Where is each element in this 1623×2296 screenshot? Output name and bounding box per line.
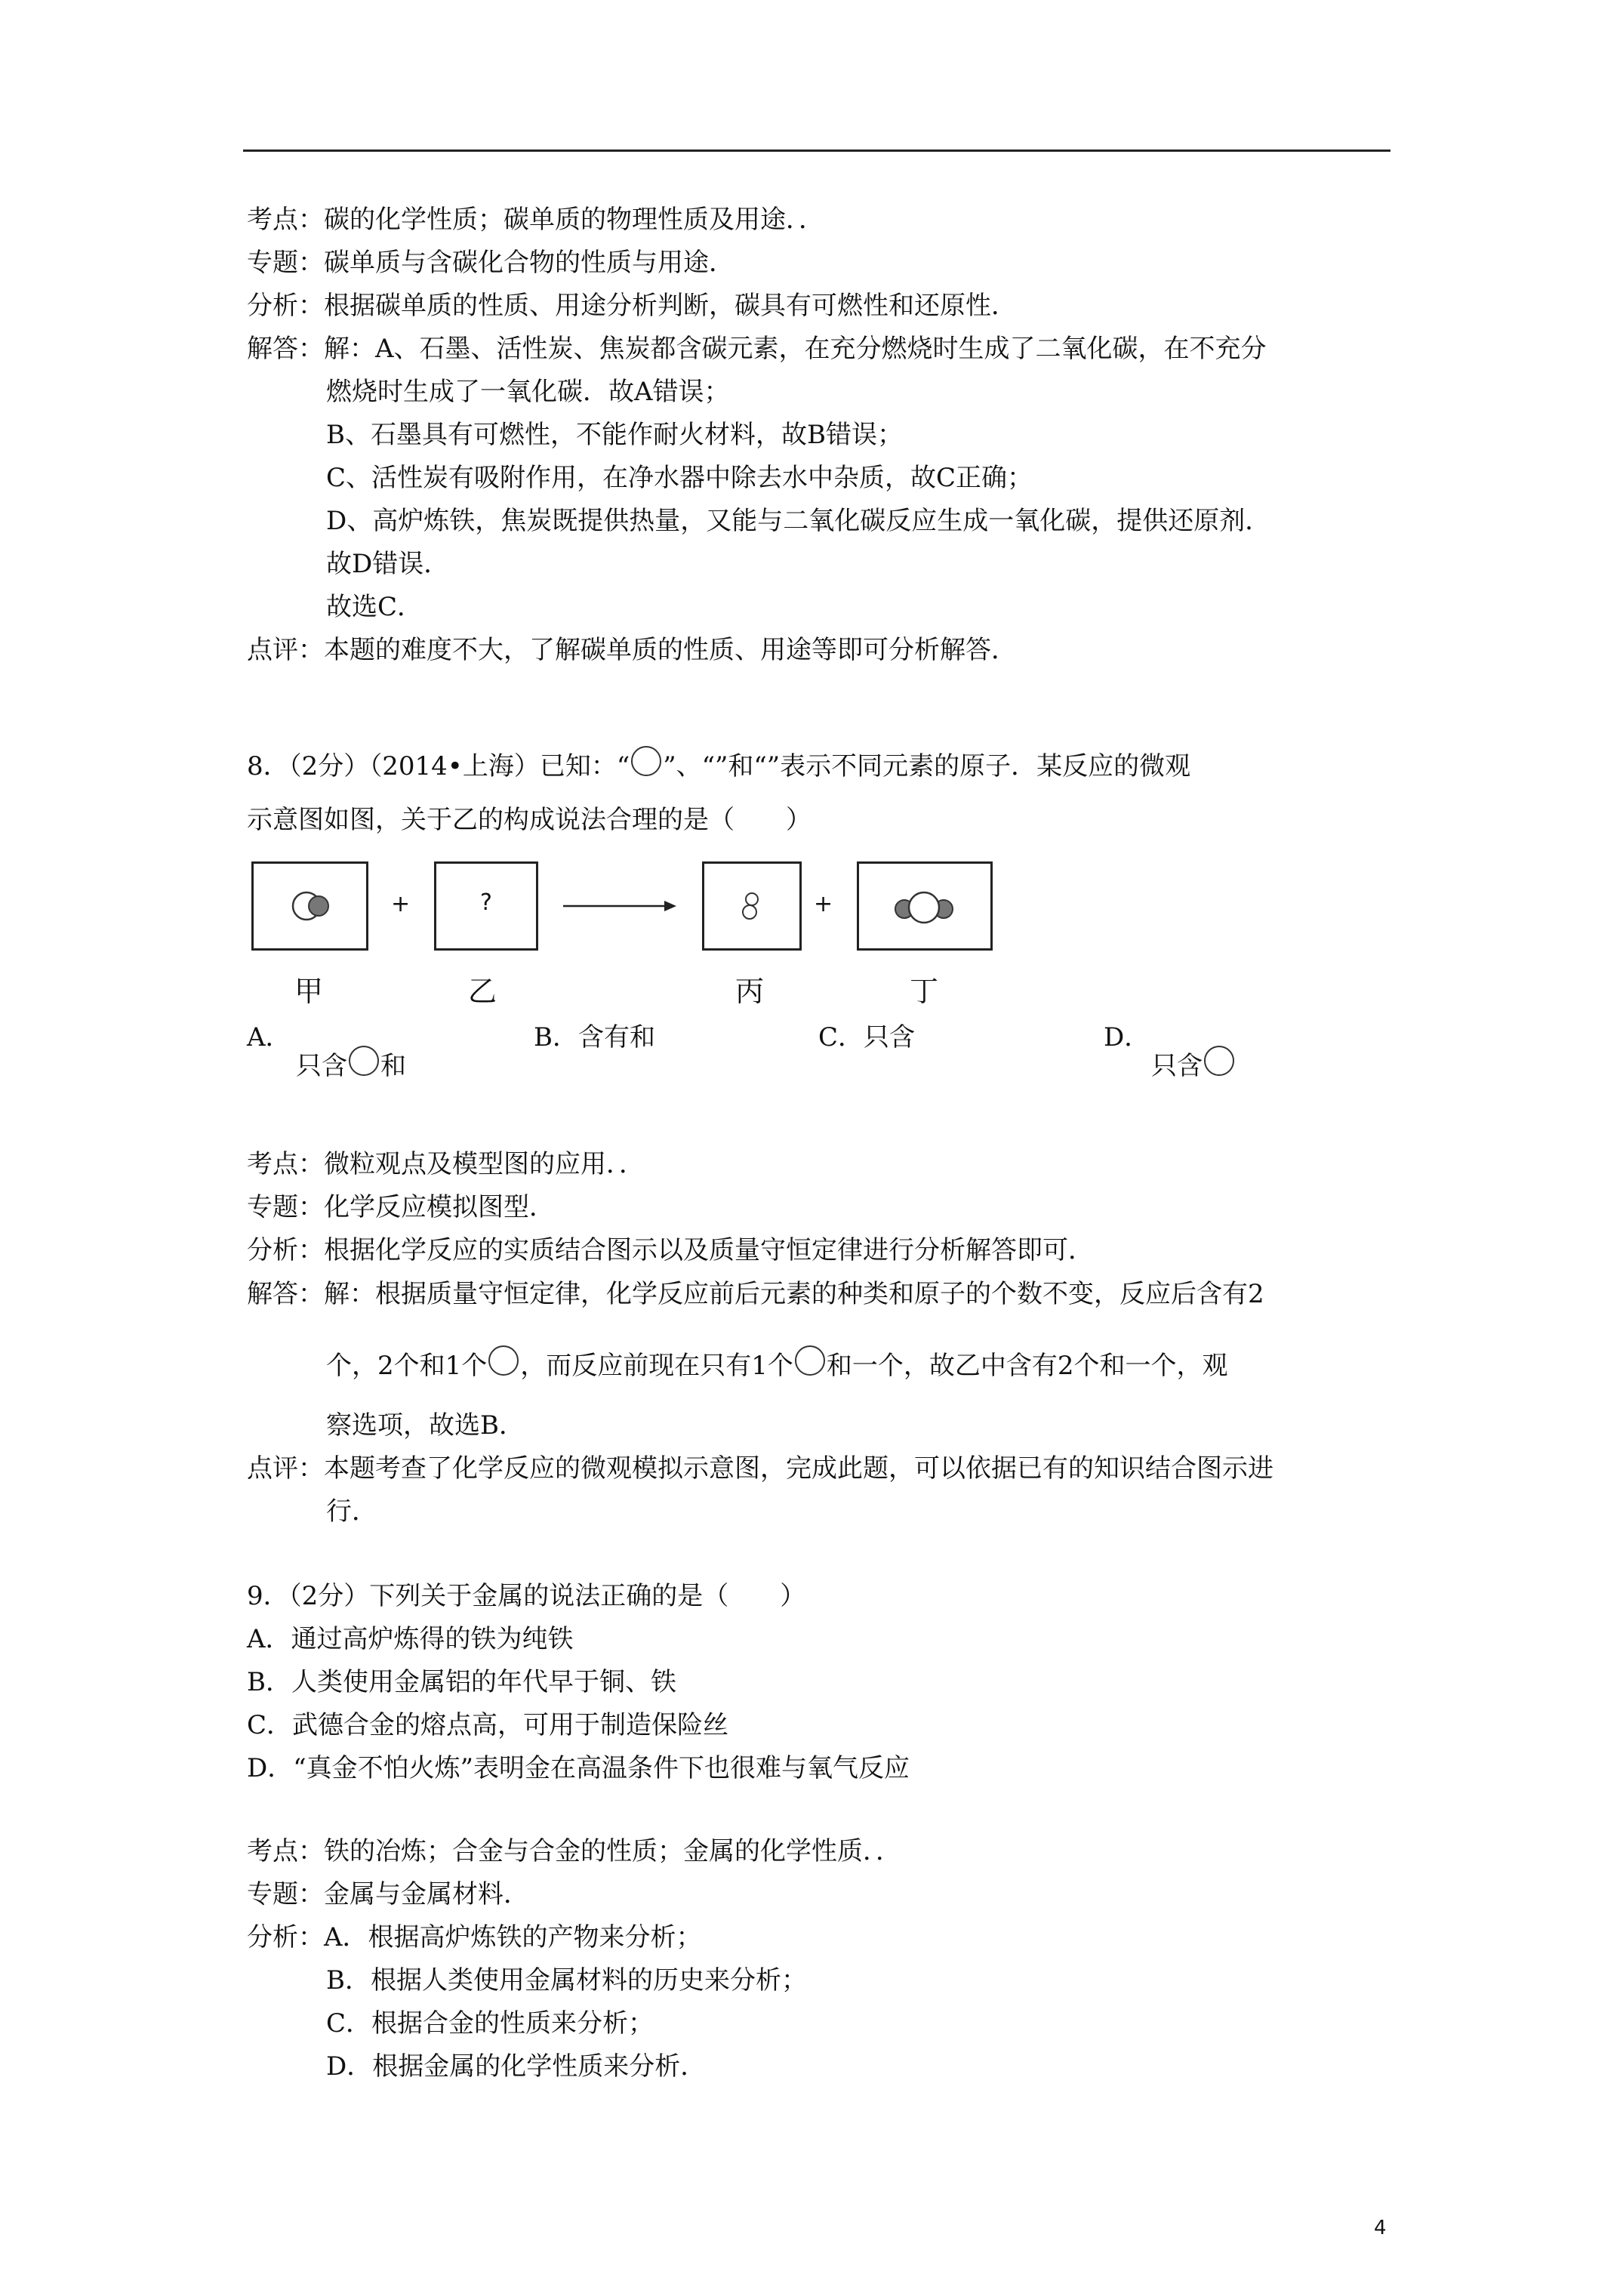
q8-stem-part-a: 8．（2分）（2014•上海）已知：“	[247, 751, 630, 781]
q8-stem-line-2: 示意图如图，关于乙的构成说法合理的是（ ）	[247, 805, 812, 835]
header-rule	[243, 149, 1390, 152]
atom-white-icon	[631, 746, 661, 776]
option-a-body	[296, 1046, 406, 1082]
molecule-ding-icon	[859, 864, 990, 948]
option-c: C．只含	[818, 1022, 916, 1052]
q9-kaodian: 考点：铁的冶炼；合金与合金的性质；金属的化学性质．．	[247, 1836, 901, 1866]
q7-zhuanti: 专题：碳单质与含碳化合物的性质与用途．	[247, 248, 735, 278]
q8-jieda-part-a: 个，2个和1个	[326, 1351, 488, 1381]
q8-kaodian: 考点：微粒观点及模型图的应用．．	[247, 1149, 645, 1179]
q9-stem: 9．（2分）下列关于金属的说法正确的是（ ）	[247, 1581, 806, 1611]
q9-option-b: B．人类使用金属铝的年代早于铜、铁	[247, 1667, 676, 1697]
q8-jieda-line-2	[326, 1345, 1228, 1382]
label-bing: 丙	[735, 975, 765, 1008]
option-d-body	[1151, 1046, 1236, 1082]
q9-fenxi-line-3: C．根据合金的性质来分析；	[326, 2008, 654, 2039]
label-jia: 甲	[294, 975, 324, 1008]
atom-white-icon	[349, 1046, 379, 1076]
option-d-text: 只含	[1151, 1051, 1203, 1081]
q8-fenxi: 分析：根据化学反应的实质结合图示以及质量守恒定律进行分析解答即可．	[247, 1235, 1094, 1265]
q8-jieda-line-1: 解答：解：根据质量守恒定律，化学反应前后元素的种类和原子的个数不变，反应后含有2	[247, 1279, 1264, 1309]
q9-fenxi-line-4: D．根据金属的化学性质来分析．	[326, 2051, 707, 2082]
label-yi: 乙	[468, 975, 497, 1008]
atom-white-icon	[795, 1345, 825, 1376]
q7-jieda-line-5: D、高炉炼铁，焦炭既提供热量，又能与二氧化碳反应生成一氧化碳，提供还原剂．	[326, 506, 1271, 536]
plus-sign-2: +	[814, 891, 833, 917]
q8-jieda-part-c: 和一个，故乙中含有2个和一个，观	[826, 1351, 1228, 1381]
q7-dianping: 点评：本题的难度不大，了解碳单质的性质、用途等即可分析解答．	[247, 635, 1017, 665]
q7-kaodian: 考点：碳的化学性质；碳单质的物理性质及用途．．	[247, 205, 824, 235]
q8-jieda-part-b: ，而反应前现在只有1个	[520, 1351, 793, 1381]
option-d-letter: D．	[1104, 1022, 1150, 1052]
q9-fenxi-line-1: 分析：A．根据高炉炼铁的产物来分析；	[247, 1922, 702, 1952]
q8-dianping-line-1: 点评：本题考查了化学反应的微观模拟示意图，完成此题，可以依据已有的知识结合图示进	[247, 1453, 1273, 1484]
q9-fenxi-line-2: B．根据人类使用金属材料的历史来分析；	[326, 1965, 807, 1996]
molecule-bing-icon	[704, 864, 799, 948]
product-ding-box	[857, 861, 993, 951]
q7-fenxi: 分析：根据碳单质的性质、用途分析判断，碳具有可燃性和还原性．	[247, 291, 1017, 321]
q8-stem-part-b: ”、“”和“”表示不同元素的原子．某反应的微观	[663, 751, 1191, 781]
option-b: B．含有和	[534, 1022, 655, 1052]
reactant-jia-box	[251, 861, 368, 951]
plus-sign-1: +	[391, 891, 411, 917]
q8-zhuanti: 专题：化学反应模拟图型．	[247, 1192, 555, 1222]
q7-jieda-line-2: 燃烧时生成了一氧化碳．故A错误；	[326, 377, 730, 407]
q9-option-a: A．通过高炉炼得的铁为纯铁	[247, 1624, 574, 1654]
reaction-arrow-icon	[563, 895, 676, 917]
q8-dianping-line-2: 行．	[326, 1496, 377, 1527]
q9-option-c: C．武德合金的熔点高，可用于制造保险丝	[247, 1710, 729, 1740]
option-a-text-2: 和	[380, 1051, 406, 1081]
q7-jieda-line-3: B、石墨具有可燃性，不能作耐火材料，故B错误；	[326, 420, 903, 450]
label-ding: 丁	[910, 975, 939, 1008]
q7-jieda-line-4: C、活性炭有吸附作用，在净水器中除去水中杂质，故C正确；	[326, 463, 1033, 493]
product-bing-box	[702, 861, 802, 951]
reactant-yi-box	[434, 861, 538, 951]
unknown-mark: ?	[480, 889, 492, 916]
option-a-letter: A．	[247, 1022, 291, 1052]
atom-white-icon	[488, 1345, 519, 1376]
page-number: 4	[1374, 2217, 1387, 2239]
q7-jieda-line-6: 故D错误．	[326, 549, 450, 579]
q8-jieda-line-3: 察选项，故选B．	[326, 1410, 525, 1441]
q8-stem-line-1	[247, 746, 1190, 782]
atom-white-icon	[1204, 1046, 1234, 1076]
q9-zhuanti: 专题：金属与金属材料．	[247, 1879, 529, 1909]
q7-jieda-line-7: 故选C．	[326, 592, 423, 622]
q7-jieda-line-1: 解答：解：A、石墨、活性炭、焦炭都含碳元素，在充分燃烧时生成了二氧化碳，在不充分	[247, 334, 1267, 364]
molecule-jia-icon	[254, 864, 366, 948]
q9-option-d: D．“真金不怕火炼”表明金在高温条件下也很难与氧气反应	[247, 1753, 910, 1783]
option-a-text-1: 只含	[296, 1051, 347, 1081]
